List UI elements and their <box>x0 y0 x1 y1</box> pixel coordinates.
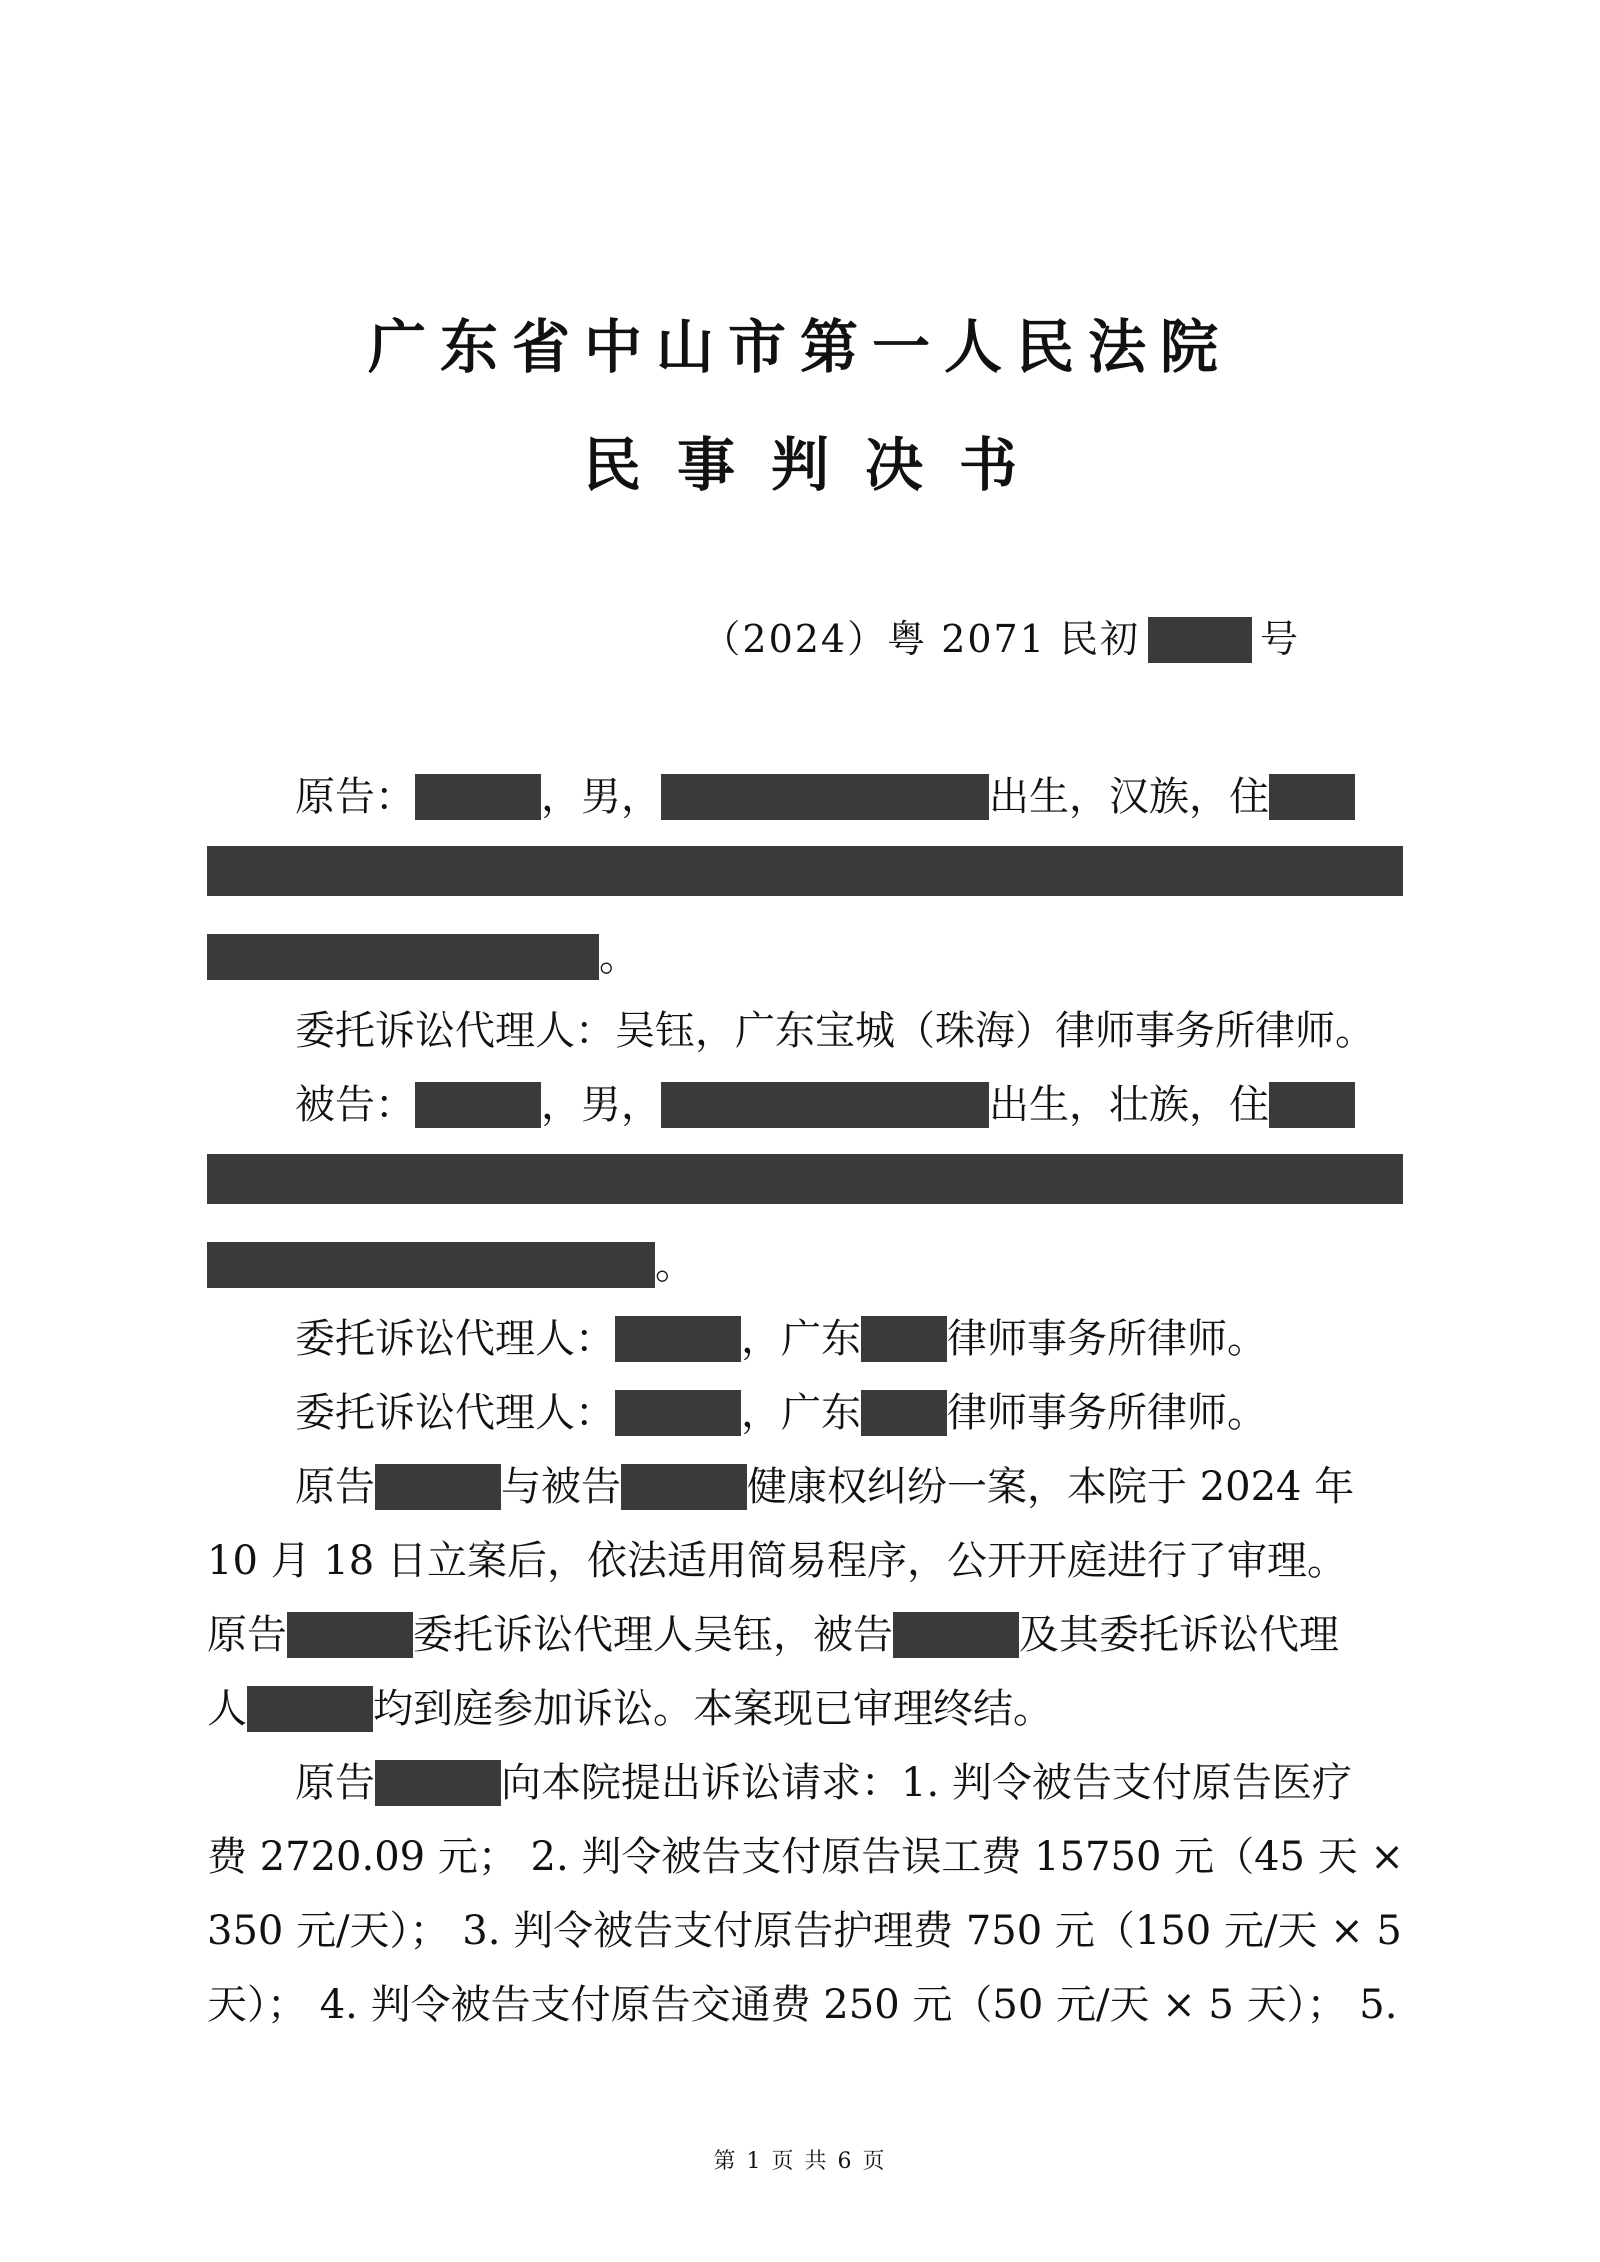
redaction-case-number <box>1148 617 1252 663</box>
redaction-defendant-address <box>207 1154 1403 1204</box>
para2-line2: 费 2720.09 元； 2. 判令被告支付原告误工费 15750 元（45 天 × <box>207 1834 1404 1880</box>
redaction-plaintiff-name <box>287 1612 413 1658</box>
defendant-agent-1 <box>207 1302 1403 1376</box>
text: 原告 <box>295 1464 375 1510</box>
redaction-agent-1-name <box>615 1316 741 1362</box>
text: 健康权纠纷一案，本院于 2024 年 <box>747 1464 1355 1510</box>
page-footer: 第 1 页 共 6 页 <box>713 2149 887 2174</box>
para1-line4 <box>207 1672 1403 1746</box>
redaction-defendant-name <box>415 1082 541 1128</box>
redaction-defendant-address-end <box>207 1242 655 1288</box>
defendant-address-end-line <box>207 1228 1403 1302</box>
para1-line3 <box>207 1598 1403 1672</box>
redaction-agent-1-firm <box>861 1316 947 1362</box>
redaction-agent-2-firm <box>861 1390 947 1436</box>
redaction-agent-2-name <box>615 1390 741 1436</box>
text: 原告 <box>207 1612 287 1658</box>
defendant-address-line <box>207 1154 1403 1228</box>
plaintiff-agent: 委托诉讼代理人：吴钰，广东宝城（珠海）律师事务所律师。 <box>295 1008 1375 1054</box>
text: 委托诉讼代理人吴钰，被告 <box>413 1612 893 1658</box>
para2-line1 <box>207 1746 1403 1820</box>
agent-label: 委托诉讼代理人： <box>295 1390 615 1436</box>
case-number-prefix: （2024）粤 2071 民初 <box>702 617 1140 661</box>
redaction-defendant-name <box>621 1464 747 1510</box>
redaction-plaintiff-name <box>415 774 541 820</box>
redaction-agent-name <box>247 1686 373 1732</box>
agent-firm-suffix: 律师事务所律师。 <box>947 1390 1267 1436</box>
defendant-address-period: 。 <box>655 1242 695 1288</box>
text: 原告 <box>295 1760 375 1806</box>
court-name: 广东省中山市第一人民法院 <box>367 313 1232 381</box>
text: 及其委托诉讼代理 <box>1019 1612 1339 1658</box>
plaintiff-line <box>207 760 1403 834</box>
defendant-gender: ，男， <box>541 1082 661 1128</box>
para1-line2: 10 月 18 日立案后，依法适用简易程序，公开开庭进行了审理。 <box>207 1538 1347 1584</box>
case-number-suffix: 号 <box>1259 617 1300 661</box>
plaintiff-label: 原告： <box>295 774 415 820</box>
case-number <box>702 608 1300 666</box>
text: 向本院提出诉讼请求：1. 判令被告支付原告医疗 <box>501 1760 1352 1806</box>
defendant-label: 被告： <box>295 1082 415 1128</box>
text: 人 <box>207 1686 247 1732</box>
plaintiff-gender: ，男， <box>541 774 661 820</box>
text: 与被告 <box>501 1464 621 1510</box>
defendant-line <box>207 1068 1403 1142</box>
agent-firm-prefix: ，广东 <box>741 1316 861 1362</box>
plaintiff-address-period: 。 <box>599 934 639 980</box>
redaction-defendant-dob <box>661 1082 989 1128</box>
agent-firm-prefix: ，广东 <box>741 1390 861 1436</box>
redaction-plaintiff-name <box>375 1760 501 1806</box>
plaintiff-ethnicity: 出生，汉族，住 <box>989 774 1269 820</box>
defendant-ethnicity: 出生，壮族，住 <box>989 1082 1269 1128</box>
redaction-plaintiff-dob <box>661 774 989 820</box>
defendant-agent-2 <box>207 1376 1403 1450</box>
para2-line3: 350 元/天）； 3. 判令被告支付原告护理费 750 元（150 元/天 × 5 <box>207 1908 1402 1954</box>
para1-line1 <box>207 1450 1403 1524</box>
redaction-plaintiff-address <box>207 846 1403 896</box>
document-type-title: 民事判决书 <box>582 431 1053 499</box>
text: 均到庭参加诉讼。本案现已审理终结。 <box>373 1686 1053 1732</box>
redaction-plaintiff-addr-start <box>1269 774 1355 820</box>
agent-firm-suffix: 律师事务所律师。 <box>947 1316 1267 1362</box>
plaintiff-address-line <box>207 846 1403 920</box>
document-body <box>207 760 1403 2042</box>
redaction-plaintiff-address-end <box>207 934 599 980</box>
redaction-plaintiff-name <box>375 1464 501 1510</box>
redaction-defendant-name <box>893 1612 1019 1658</box>
agent-label: 委托诉讼代理人： <box>295 1316 615 1362</box>
para2-line4: 天）； 4. 判令被告支付原告交通费 250 元（50 元/天 × 5 天）； 5. <box>207 1982 1398 2028</box>
plaintiff-address-end-line <box>207 920 1403 994</box>
redaction-defendant-addr-start <box>1269 1082 1355 1128</box>
